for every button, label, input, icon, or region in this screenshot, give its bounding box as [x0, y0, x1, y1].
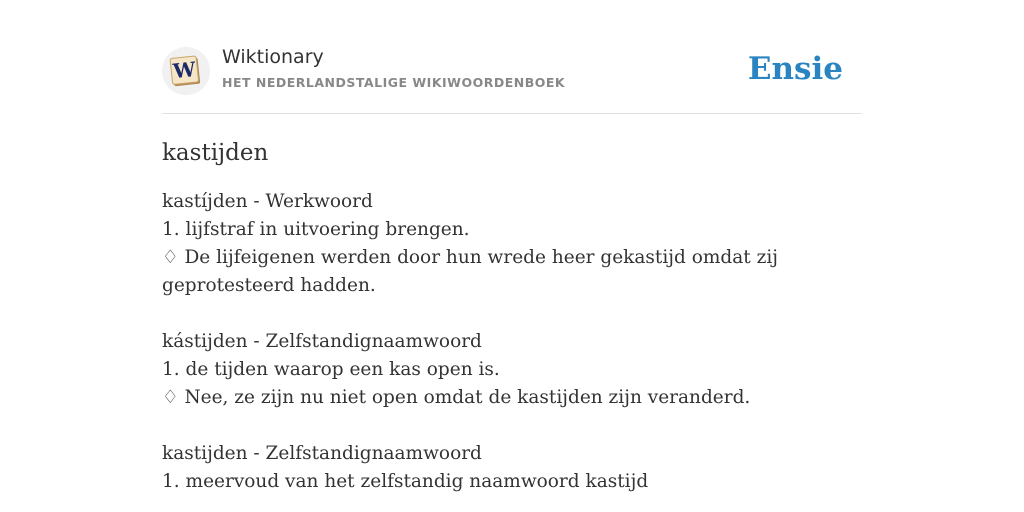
site-tagline: HET NEDERLANDSTALIGE WIKIWOORDENBOEK [222, 75, 566, 90]
entry-zelfstandignaamwoord-meervoud [162, 440, 862, 496]
site-header [162, 44, 862, 114]
entry-heading: kastíjden - Werkwoord [162, 191, 373, 212]
entry-werkwoord [162, 188, 862, 300]
entry-definition: 1. de tijden waarop een kas open is. [162, 359, 500, 380]
entry-definition: 1. meervoud van het zelfstandig naamwoord kastijd [162, 471, 649, 492]
entry-definition: 1. lijfstraf in uitvoering brengen. [162, 219, 470, 240]
svg-text:W: W [171, 57, 197, 84]
entry-heading: kastijden - Zelfstandignaamwoord [162, 443, 482, 464]
brand-logo[interactable]: Ensie [747, 51, 843, 87]
entry-example: ♢ De lijfeigenen werden door hun wrede heer gekastijd omdat zij geprotesteerd hadden. [162, 247, 778, 296]
entry-zelfstandignaamwoord-kas [162, 328, 862, 412]
entry-example: ♢ Nee, ze zijn nu niet open omdat de kastijden zijn veranderd. [162, 387, 751, 408]
wiktionary-logo-icon[interactable] [162, 47, 210, 95]
page-title: kastijden [162, 140, 269, 166]
entry-heading: kástijden - Zelfstandignaamwoord [162, 331, 482, 352]
main-content [162, 138, 862, 512]
site-name[interactable]: Wiktionary [222, 46, 324, 68]
